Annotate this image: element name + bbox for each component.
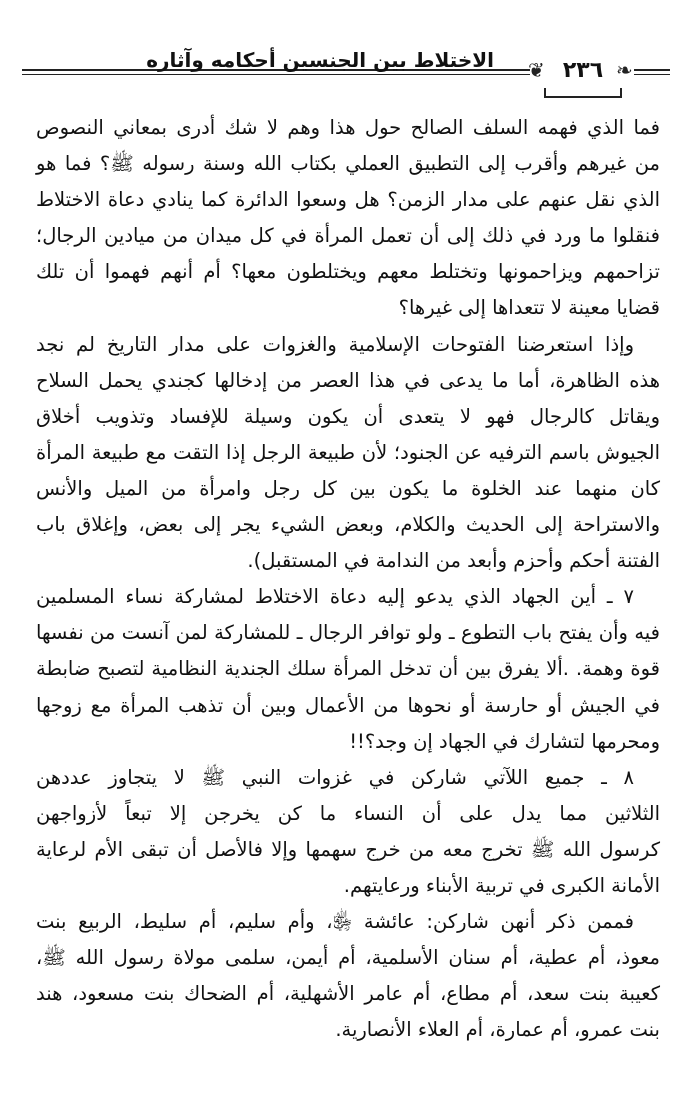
paragraph	[36, 579, 660, 759]
text-line: ٨ ـ جميع اللآتي شاركن في غزوات النبي ﷺ لا يتجاوز عددهن	[36, 765, 634, 789]
text-line: الثلاثين مما يدل على أن النساء ما كن يخرجن إلا تبعاً لأزواجهن	[36, 801, 660, 825]
text-line: من غيرهم وأقرب إلى التطبيق العملي بكتاب الله وسنة رسوله ﷺ؟ فما هو	[36, 152, 660, 176]
header-rule-right	[634, 69, 670, 71]
text-line: ويقاتل كالرجال فهو لا يتعدى أن يكون وسيلة للإفساد وتذويب أخلاق	[36, 404, 660, 428]
text-line: الذي نقل عنهم على مدار الزمن؟ هل وسعوا الدائرة كما ينادي دعاة الاختلاط	[36, 188, 660, 212]
text-line: فيه وأن يفتح باب التطوع ـ ولو توافر الرجال ـ للمشاركة لمن آنست من نفسها	[36, 621, 660, 645]
page-header	[22, 40, 670, 100]
text-line: الأمانة الكبرى في تربية الأبناء ورعايتهم.	[343, 873, 660, 897]
page-number-frame	[544, 88, 622, 98]
text-line: ومحرمها لتشارك في الجهاد إن وجد؟!!	[349, 729, 660, 753]
leaf-ornament-icon: ❧	[616, 58, 633, 82]
text-line: في الجيش أو حارسة أو نحوها من الأعمال وبين أن تذهب المرأة مع زوجها	[36, 693, 660, 717]
text-line: وإذا استعرضنا الفتوحات الإسلامية والغزوات على مدار التاريخ لم نجد	[36, 332, 634, 356]
running-title: الاختلاط بين الجنسين أحكامه وآثاره	[146, 48, 494, 72]
header-rule-right-thin	[634, 74, 670, 75]
text-line: فممن ذكر أنهن شاركن: عائشة ﵂، وأم سليم، أم سليط، الربيع بنت	[36, 910, 634, 934]
text-line: الفتنة أحكم وأحزم وأبعد من الندامة في المستقبل).	[247, 549, 660, 573]
text-line: فنقلوا ما ورد في ذلك إلى أن تعمل المرأة في كل ميدان من ميادين الرجال؛	[36, 224, 660, 248]
text-line: فما الذي فهمه السلف الصالح حول هذا وهم لا شك أدرى بمعاني النصوص	[36, 116, 660, 139]
text-line: هذه الظاهرة، أما ما يدعى في هذا العصر من إدخالها كجندي يحمل السلاح	[36, 368, 660, 392]
text-line: معوذ، أم عطية، أم سنان الأسلمية، أم أيمن، سلمى مولاة رسول الله ﷺ،	[36, 946, 660, 970]
text-line: كعيبة بنت سعد، أم مطاع، أم عامر الأشهلية، أم الضحاك بنت مسعود، هند	[36, 982, 660, 1006]
text-line: ٧ ـ أين الجهاد الذي يدعو إليه دعاة الاختلاط لمشاركة نساء المسلمين	[36, 585, 634, 609]
paragraph	[36, 110, 660, 327]
text-line: بنت عمرو، أم عمارة، أم العلاء الأنصارية.	[335, 1018, 660, 1042]
paragraph	[36, 760, 660, 904]
paragraph	[36, 904, 660, 1048]
text-line: قوة وهمة. .ألا يفرق بين أن تدخل المرأة سلك الجندية النظامية لتصبح ضابطة	[36, 657, 660, 681]
text-line: كان منهما عند الخلوة ما يكون بين كل رجل وامرأة من الميل والأنس	[36, 476, 660, 500]
text-line: قضايا معينة لا تتعداها إلى غيرها؟	[398, 296, 660, 320]
body-text	[36, 110, 660, 1048]
leaf-ornament-icon: ❦	[528, 58, 545, 82]
text-line: كرسول الله ﷺ تخرج معه من خرج سهمها وإلا فالأصل أن تبقى الأم لرعاية	[36, 837, 660, 861]
paragraph	[36, 327, 660, 580]
text-line: الجيوش باسم الترفيه عن الجنود؛ لأن طبيعة الرجل إذا التقت مع طبيعة المرأة	[36, 440, 660, 464]
page-number: ٢٣٦	[562, 58, 604, 83]
text-line: تزاحمهم ويزاحمونها وتختلط معهم ويختلطون معها؟ أم أنهم فهموا أن تلك	[36, 260, 660, 284]
text-line: والاستراحة إلى الحديث والكلام، وبعض الشيء يجر إلى بعض، وإغلاق باب	[36, 513, 660, 537]
